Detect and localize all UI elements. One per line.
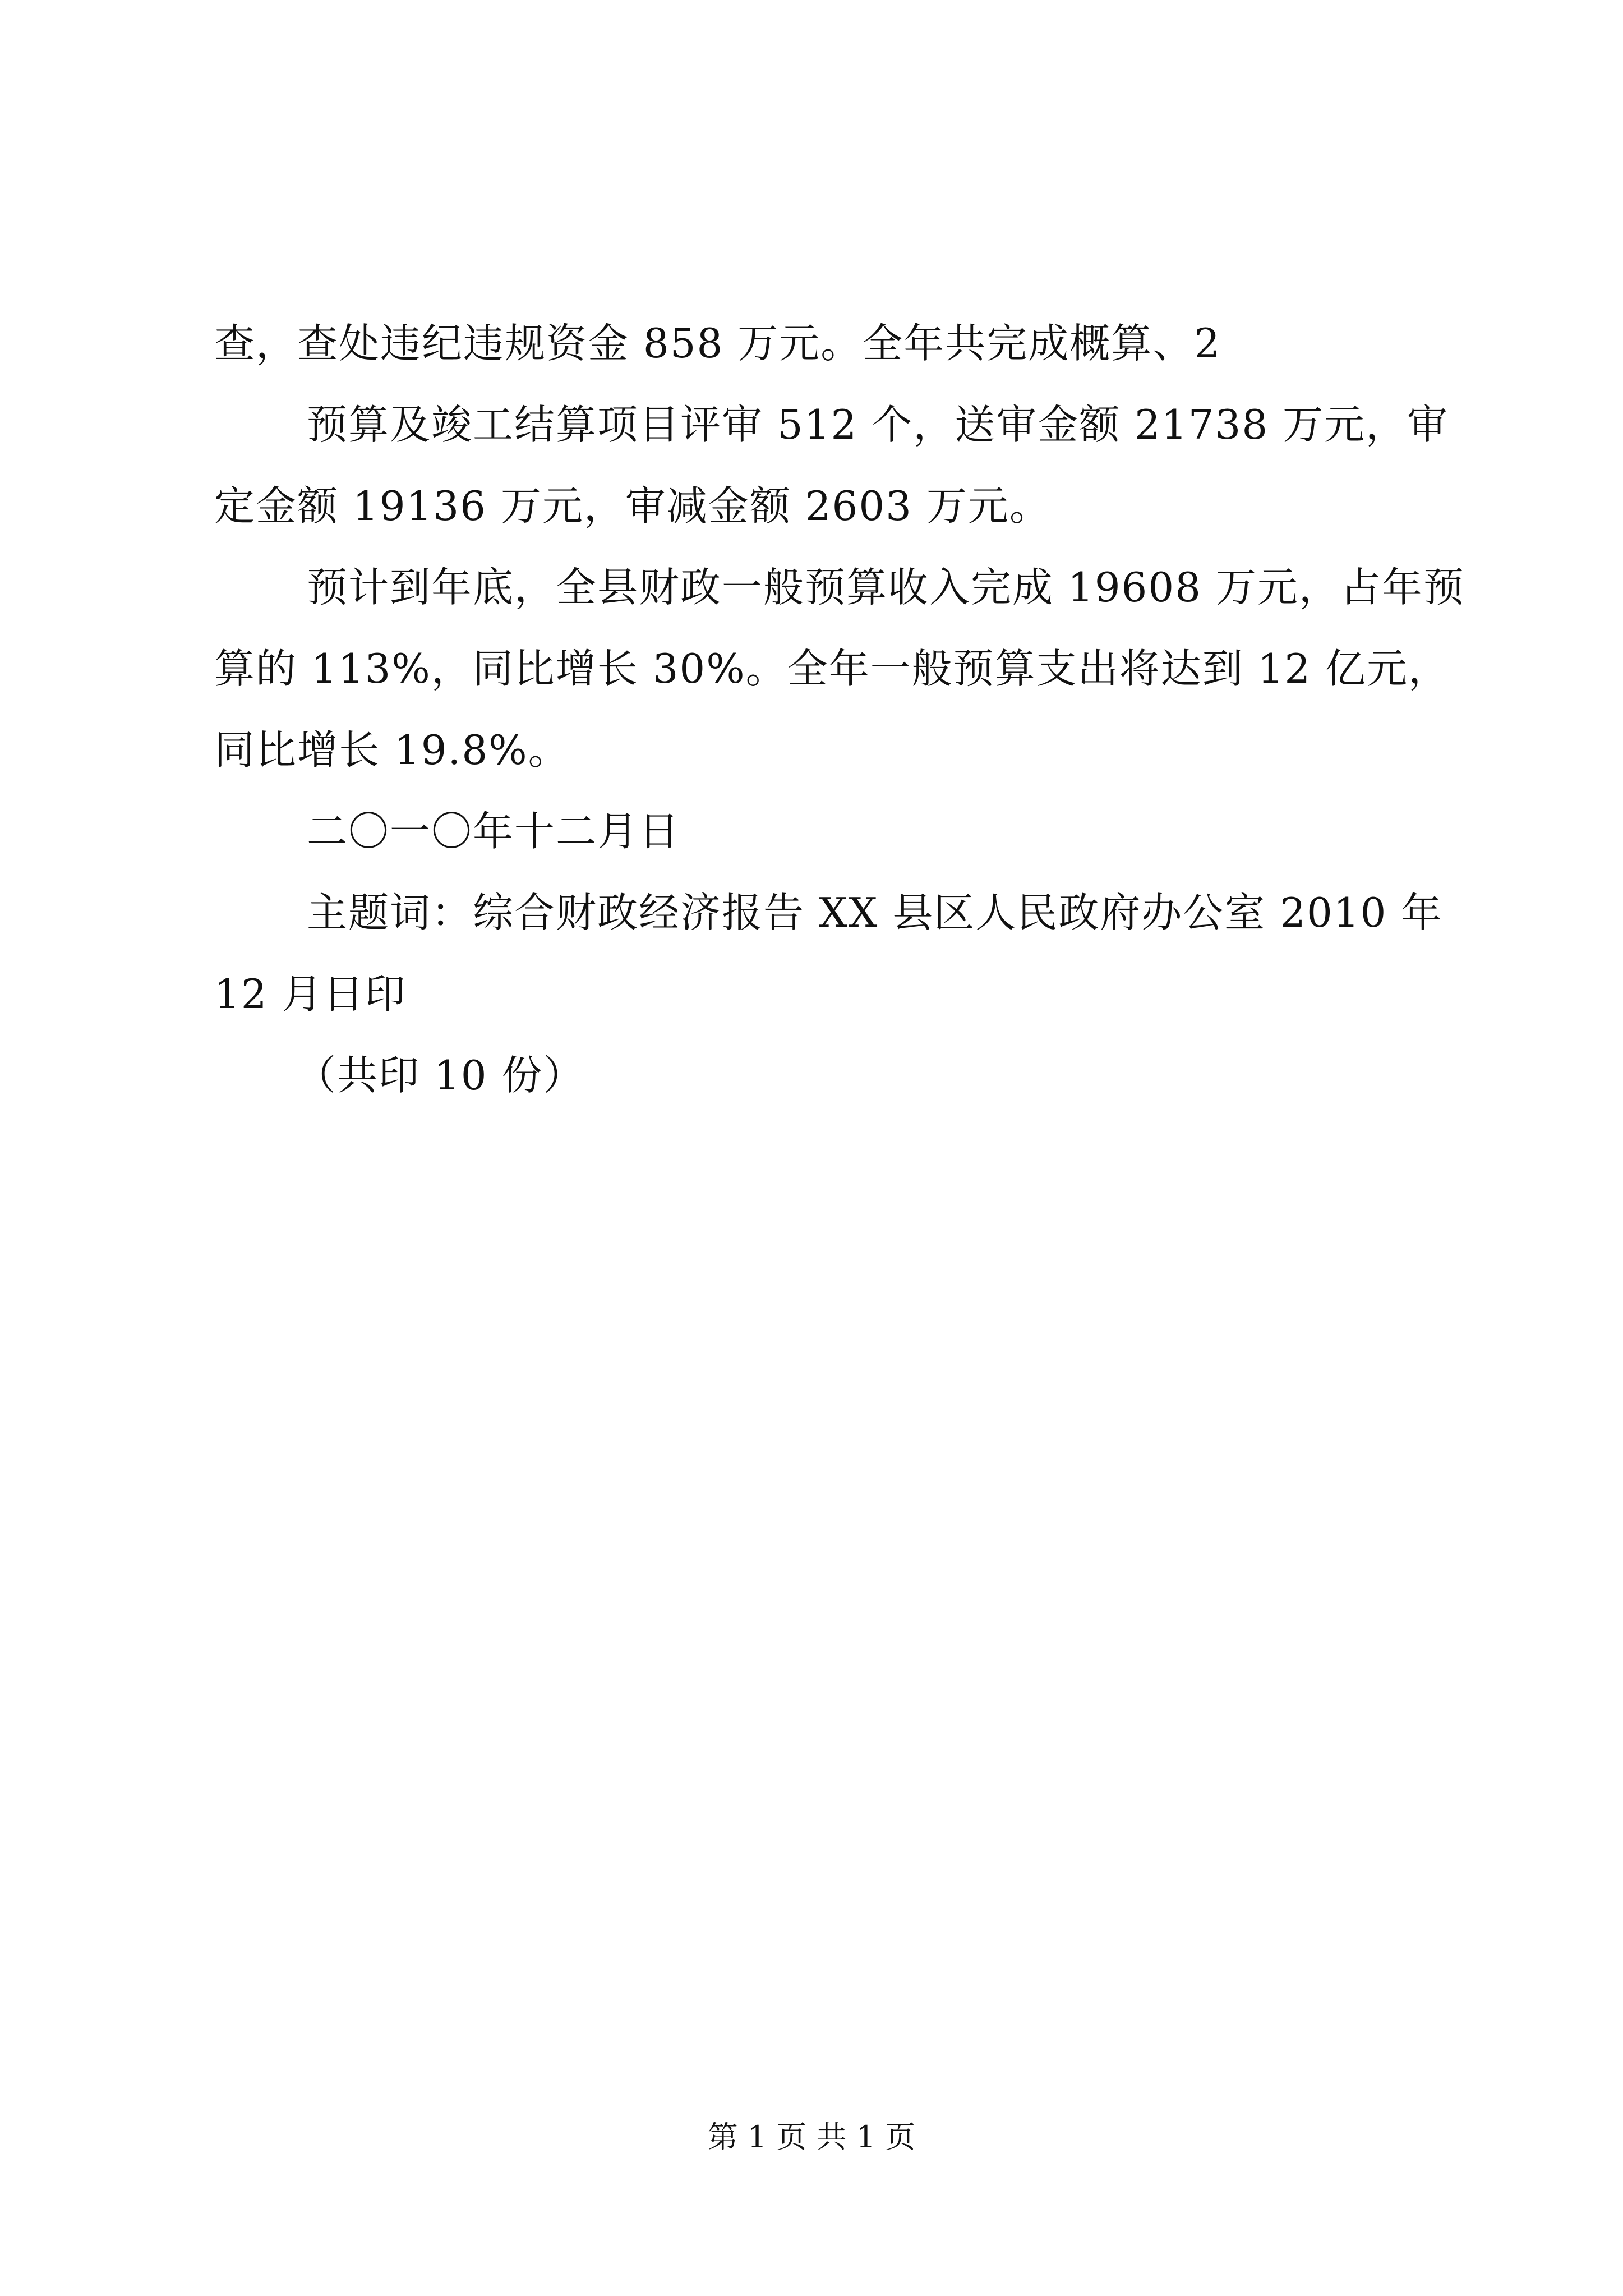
document-date: 二〇一〇年十二月日 (307, 808, 681, 855)
document-body (214, 303, 1470, 1116)
paragraph-revenue-forecast: 预计到年底，全县财政一般预算收入完成 19608 万元，占年预算的 113%，同比增长 30%。全年一般预算支出将达到 12 亿元，同比增长 19.8%。 (214, 564, 1465, 774)
subject-keywords: 主题词：综合财政经济报告 XX 县区人民政府办公室 2010 年 12 月日印 (214, 889, 1457, 1018)
paragraph-review-summary: 预算及竣工结算项目评审 512 个，送审金额 21738 万元，审定金额 19136 万元，审减金额 2603 万元。 (214, 401, 1449, 530)
print-count: （共印 10 份） (296, 1052, 585, 1099)
page-number-footer: 第 1 页 共 1 页 (707, 2119, 916, 2155)
paragraph-continuation: 查，查处违纪违规资金 858 万元。全年共完成概算、2 (214, 320, 1221, 367)
